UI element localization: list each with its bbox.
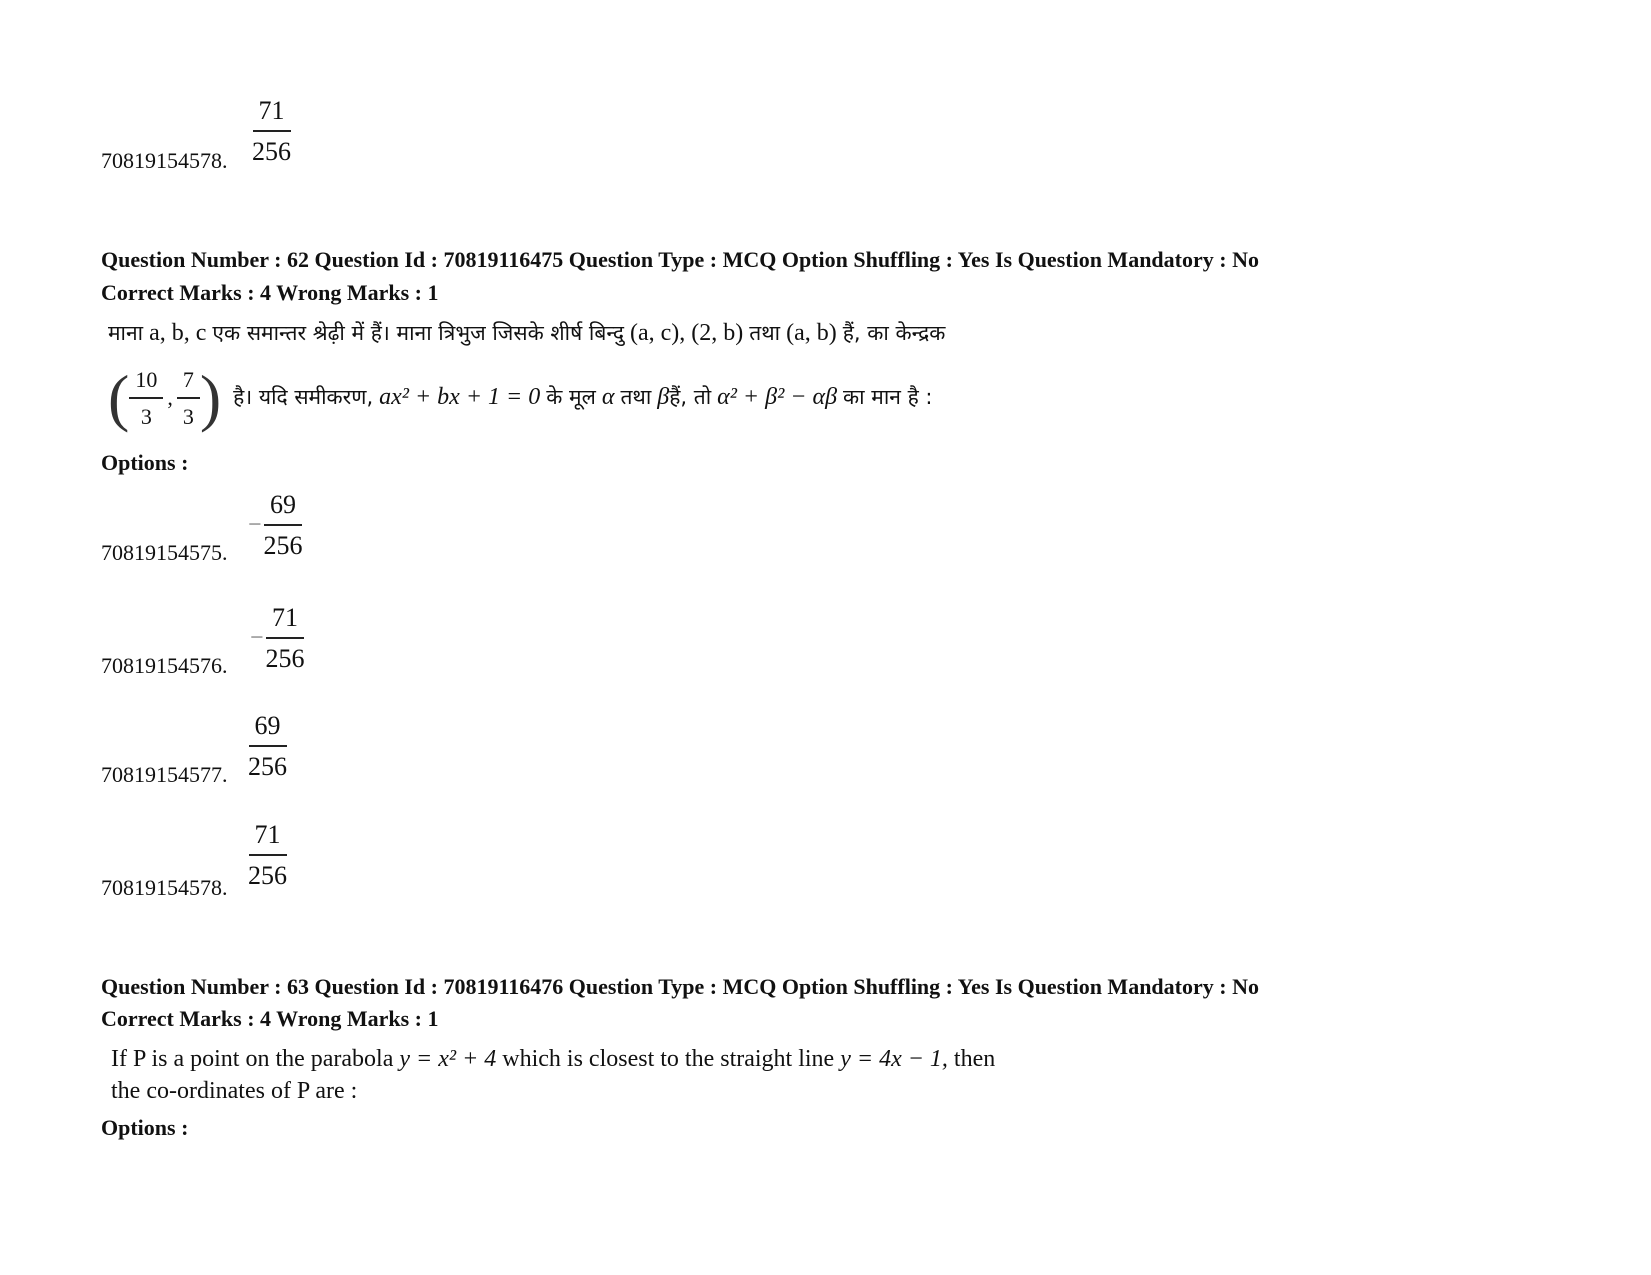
fraction-numerator: 71	[266, 605, 304, 639]
minus-sign: −	[248, 512, 262, 538]
q62-option-2-value	[250, 605, 305, 672]
q62-text-segment: हैं, तो	[669, 385, 712, 410]
q63-text-line2: the co-ordinates of P are :	[111, 1078, 358, 1104]
q62-option-1-id[interactable]: 70819154575.	[101, 540, 228, 565]
fraction-denominator: 3	[140, 403, 152, 429]
q62-options-label: Options :	[101, 450, 189, 475]
fraction-numerator: 10	[129, 369, 163, 399]
q63-header-line2: Correct Marks : 4 Wrong Marks : 1	[101, 1006, 439, 1031]
q62-text-segment: a, b, c	[149, 320, 207, 346]
q62-option-4-value	[248, 822, 287, 889]
q62-text-segment: का मान है :	[843, 385, 933, 410]
prev-option-id: 70819154578.	[101, 148, 228, 173]
q62-expression: α² + β² − αβ	[717, 384, 838, 411]
centroid-x-fraction	[129, 366, 163, 429]
q63-header-line1: Question Number : 63 Question Id : 70819116476 Question Type : MCQ Option Shuffling : Yes Is Question Mandatory : No	[101, 974, 1259, 999]
centroid-y-fraction	[177, 366, 200, 429]
prev-option-fraction	[252, 98, 291, 165]
q62-text-segment: तथा	[620, 385, 652, 410]
fraction-denominator: 256	[263, 531, 303, 560]
q62-text-segment: के मूल	[546, 385, 596, 410]
q62-text-segment: है। यदि समीकरण,	[233, 385, 374, 410]
fraction-numerator: 69	[249, 713, 287, 747]
q63-equation: y = 4x − 1,	[840, 1046, 948, 1072]
fraction-numerator: 69	[264, 492, 302, 526]
right-paren: )	[199, 362, 222, 433]
q62-option-3-id[interactable]: 70819154577.	[101, 762, 228, 787]
q63-text-segment: If P is a point on the parabola	[111, 1046, 394, 1072]
q62-text-line2: ( $\frac{10}{3}$ , $\frac{7}{3}$ ) है। यदि समीकरण, ax² + bx + 1 = 0 के मूल α तथा βहैं, तो α² + β² − αβ का मान है :	[108, 362, 933, 433]
q63-text-segment: then	[953, 1046, 996, 1072]
option-fraction	[264, 492, 303, 559]
fraction-numerator: 71	[253, 98, 291, 132]
q63-text-segment: which is closest to the straight line	[502, 1046, 835, 1072]
fraction-denominator: 256	[248, 752, 287, 781]
left-paren: (	[108, 362, 130, 433]
q62-text-segment: (a, b)	[786, 320, 837, 346]
q63-options-label: Options :	[101, 1115, 189, 1140]
fraction-denominator: 256	[265, 644, 305, 673]
fraction-numerator: 7	[177, 369, 200, 399]
q62-text-line1	[108, 318, 945, 349]
q62-option-3-value	[248, 713, 287, 780]
minus-sign: −	[250, 625, 264, 651]
q62-header-line1: Question Number : 62 Question Id : 70819116475 Question Type : MCQ Option Shuffling : Yes Is Question Mandatory : No	[101, 247, 1259, 272]
q62-text-segment: एक समान्तर श्रेढ़ी में हैं। माना त्रिभुज जिसके शीर्ष बिन्दु	[212, 321, 624, 345]
q63-equation: y = x² + 4	[399, 1046, 497, 1072]
beta-symbol: β	[657, 384, 670, 411]
fraction-denominator: 256	[252, 137, 291, 166]
q62-text-segment: माना	[108, 321, 144, 345]
alpha-symbol: α	[601, 384, 615, 411]
q62-text-segment: तथा	[749, 321, 781, 345]
q62-text-segment: (a, c), (2, b)	[629, 320, 744, 346]
q63-text-line1	[111, 1044, 995, 1075]
fraction-denominator: 256	[248, 861, 287, 890]
fraction-denominator: 3	[182, 403, 194, 429]
fraction-numerator: 71	[249, 822, 287, 856]
q62-option-2-id[interactable]: 70819154576.	[101, 653, 228, 678]
q62-equation: ax² + bx + 1 = 0	[379, 384, 541, 411]
option-fraction	[266, 605, 305, 672]
q62-option-1-value	[248, 492, 303, 559]
q62-text-segment: हैं, का केन्द्रक	[842, 321, 946, 345]
q62-header-line2: Correct Marks : 4 Wrong Marks : 1	[101, 280, 439, 305]
q62-option-4-id[interactable]: 70819154578.	[101, 875, 228, 900]
